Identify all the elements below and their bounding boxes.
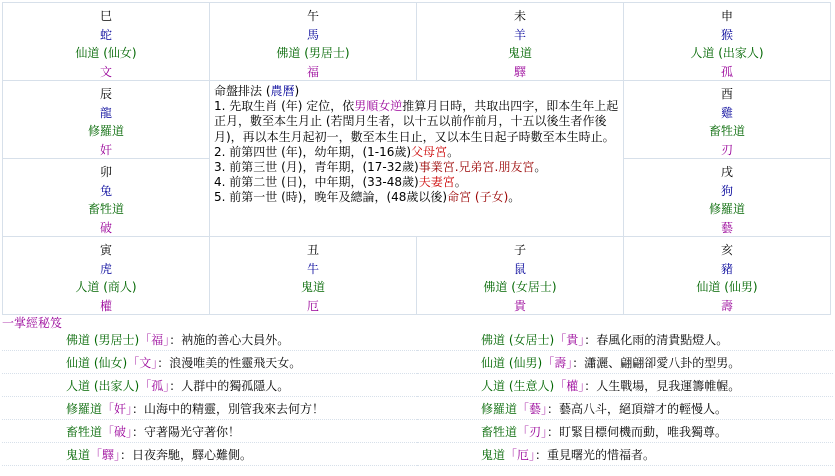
step-text: 4. 前第二世 (日)，中年期，(33-48歲): [214, 175, 419, 190]
palace-branch: 辰: [99, 87, 112, 101]
palace-cell-you: [623, 80, 831, 159]
secret-star: 「驛」: [90, 448, 121, 462]
secret-row: [2, 376, 833, 398]
palace-animal: 虎: [99, 261, 112, 276]
secret-name: 仙道 (仙女): [66, 356, 128, 370]
secret-desc: ：日夜奔馳，驛心難側。: [120, 448, 253, 462]
secret-desc: ：守著陽光守著你！: [132, 425, 241, 439]
secret-desc: ：盯緊目標伺機而動，唯我獨尊。: [547, 425, 728, 439]
step-text: 推算月日時，共取出四字，即本生年上起正月，數至本生月止 (若閏月生者，以十五以前作前月，十五以後生者作後月)，再以本生月起初一，數至本生日止，又以本生日起子時數至本生時止。: [214, 99, 619, 144]
palace-cell-mao: [2, 158, 210, 237]
palace-path: 人道 (出家人): [690, 46, 764, 60]
secret-name: 鬼道: [481, 448, 506, 462]
step-text: 。: [534, 160, 547, 175]
secret-row: [2, 399, 833, 421]
palace-path: 仙道 (仙女): [75, 46, 137, 60]
palace-path: 修羅道: [87, 124, 124, 138]
step-text: 2. 前第四世 (年)，幼年期，(1-16歲): [214, 144, 412, 159]
secret-desc: ：山海中的精靈，別管我來去何方！: [132, 402, 325, 416]
secret-name: 人道 (出家人): [66, 379, 140, 393]
secret-desc: ：浪漫唯美的性靈飛天女。: [157, 356, 302, 370]
secret-desc: ：人生戰場，見我運籌帷幄。: [584, 379, 741, 393]
palace-branch: 戌: [720, 165, 733, 179]
step-3: [214, 160, 619, 175]
palace-branch: 申: [720, 9, 733, 23]
palace-path: 修羅道: [708, 202, 745, 216]
step-1: [214, 99, 619, 145]
secret-entry: [2, 376, 417, 397]
secret-desc: ：藝高八斗，絕頂辯才的輕慢人。: [547, 402, 728, 416]
palace-cell-zi: [416, 236, 624, 315]
title-lunar: 農曆: [270, 84, 295, 98]
secret-star: 「壽」: [542, 356, 573, 370]
palace-branch: 酉: [720, 87, 733, 101]
chart-instructions: [209, 80, 624, 237]
palace-star: 破: [99, 220, 112, 235]
secret-name: 佛道 (女居士): [481, 333, 555, 347]
secret-star: 「刃」: [517, 425, 548, 439]
step-text: 3. 前第三世 (月)，青年期，(17-32歲): [214, 160, 419, 175]
secret-name: 人道 (生意人): [481, 379, 555, 393]
secret-star: 「貴」: [554, 333, 585, 347]
step-highlight: 命宮 (子女): [447, 190, 509, 205]
palace-animal: 馬: [306, 27, 319, 42]
secret-entry: [417, 330, 833, 351]
secret-entry: [417, 445, 833, 466]
palace-star: 藝: [720, 220, 733, 235]
palace-path: 人道 (商人): [75, 280, 137, 294]
secret-entry: [2, 399, 417, 420]
secret-entry: [417, 399, 833, 420]
step-highlight: 男順女逆: [354, 99, 403, 114]
palace-star: 福: [306, 64, 319, 79]
palace-animal: 羊: [513, 27, 526, 42]
palace-star: 壽: [720, 298, 733, 313]
step-2: [214, 145, 619, 160]
palace-star: 驛: [513, 64, 526, 79]
palace-path: 仙道 (仙男): [696, 280, 758, 294]
secret-name: 修羅道: [481, 402, 518, 416]
palace-cell-si: [2, 2, 210, 81]
palace-branch: 子: [513, 243, 526, 257]
secret-entry: [417, 422, 833, 443]
secret-row: [2, 445, 833, 467]
palace-branch: 巳: [99, 9, 112, 23]
step-text: 。: [508, 190, 521, 205]
palace-animal: 鼠: [513, 261, 526, 276]
palace-branch: 丑: [306, 243, 319, 257]
palace-animal: 猴: [720, 27, 733, 42]
palace-animal: 龍: [99, 105, 112, 120]
palace-cell-wei: [416, 2, 624, 81]
palace-branch: 亥: [720, 243, 733, 257]
secret-star: 「孤」: [139, 379, 170, 393]
step-highlight: 夫妻宮: [418, 175, 455, 190]
palace-star: 厄: [306, 298, 319, 313]
palace-path: 畜牲道: [87, 202, 124, 216]
secret-entry: [417, 376, 833, 397]
palace-star: 貴: [513, 298, 526, 313]
secret-row: [2, 330, 833, 352]
step-text: 。: [454, 175, 467, 190]
palace-path: 畜牲道: [708, 124, 745, 138]
step-4: [214, 175, 619, 190]
palace-path: 鬼道: [507, 46, 532, 60]
secret-entry: [2, 330, 417, 351]
secrets-title: 一掌經秘笈: [2, 316, 63, 330]
secret-desc: ：人群中的獨孤隱人。: [169, 379, 290, 393]
secret-desc: ：重見曙光的惜福者。: [535, 448, 656, 462]
step-text: 。: [447, 144, 460, 159]
palace-grid: [2, 2, 831, 315]
secret-name: 鬼道: [66, 448, 91, 462]
secret-name: 畜牲道: [481, 425, 518, 439]
secret-star: 「奸」: [102, 402, 133, 416]
palace-path: 鬼道: [300, 280, 325, 294]
secret-star: 「權」: [554, 379, 585, 393]
palace-star: 刃: [720, 142, 733, 157]
secret-entry: [2, 422, 417, 443]
palace-animal: 兔: [99, 183, 112, 198]
secret-row: [2, 353, 833, 375]
secret-star: 「破」: [102, 425, 133, 439]
secret-entry: [2, 353, 417, 374]
step-5: [214, 190, 619, 205]
palace-cell-chou: [209, 236, 417, 315]
palace-animal: 狗: [720, 183, 733, 198]
palace-cell-wu: [209, 2, 417, 81]
palace-branch: 寅: [99, 243, 112, 257]
secret-star: 「厄」: [505, 448, 536, 462]
palace-cell-xu: [623, 158, 831, 237]
step-highlight: 事業宮.兄弟宮.朋友宮: [418, 160, 535, 175]
secret-entry: [2, 445, 417, 466]
palace-star: 奸: [99, 142, 112, 157]
title-text: 命盤排法 (: [214, 84, 271, 98]
palace-animal: 雞: [720, 105, 733, 120]
palace-cell-yin: [2, 236, 210, 315]
palace-cell-chen: [2, 80, 210, 159]
step-highlight: 父母宮: [411, 144, 448, 159]
palace-star: 權: [99, 298, 112, 313]
palace-cell-hai: [623, 236, 831, 315]
secret-desc: ：春風化雨的清貴點燈人。: [584, 333, 729, 347]
secret-star: 「福」: [139, 333, 170, 347]
secret-entry: [417, 353, 833, 374]
secret-star: 「文」: [127, 356, 158, 370]
palace-animal: 牛: [306, 261, 319, 276]
secret-desc: ：瀟灑、翩翩卻愛八卦的型男。: [572, 356, 741, 370]
palace-path: 佛道 (男居士): [276, 46, 350, 60]
instructions-title: [214, 84, 619, 99]
palace-animal: 蛇: [99, 27, 112, 42]
palace-path: 佛道 (女居士): [483, 280, 557, 294]
secret-name: 畜牲道: [66, 425, 103, 439]
palace-branch: 未: [513, 9, 526, 23]
palace-branch: 午: [306, 9, 319, 23]
palace-branch: 卯: [99, 165, 112, 179]
step-text: 1. 先取生肖 (年) 定位，依: [214, 99, 355, 114]
secret-name: 仙道 (仙男): [481, 356, 543, 370]
palace-animal: 豬: [720, 261, 733, 276]
secret-desc: ：衲施的善心大員外。: [169, 333, 290, 347]
secret-name: 修羅道: [66, 402, 103, 416]
palace-star: 孤: [720, 64, 733, 79]
title-close: ): [294, 84, 300, 98]
secret-row: [2, 422, 833, 444]
secret-name: 佛道 (男居士): [66, 333, 140, 347]
secret-star: 「藝」: [517, 402, 548, 416]
palace-cell-shen: [623, 2, 831, 81]
step-text: 5. 前第一世 (時)，晚年及總論，(48歲以後): [214, 190, 448, 205]
palace-star: 文: [99, 64, 112, 79]
